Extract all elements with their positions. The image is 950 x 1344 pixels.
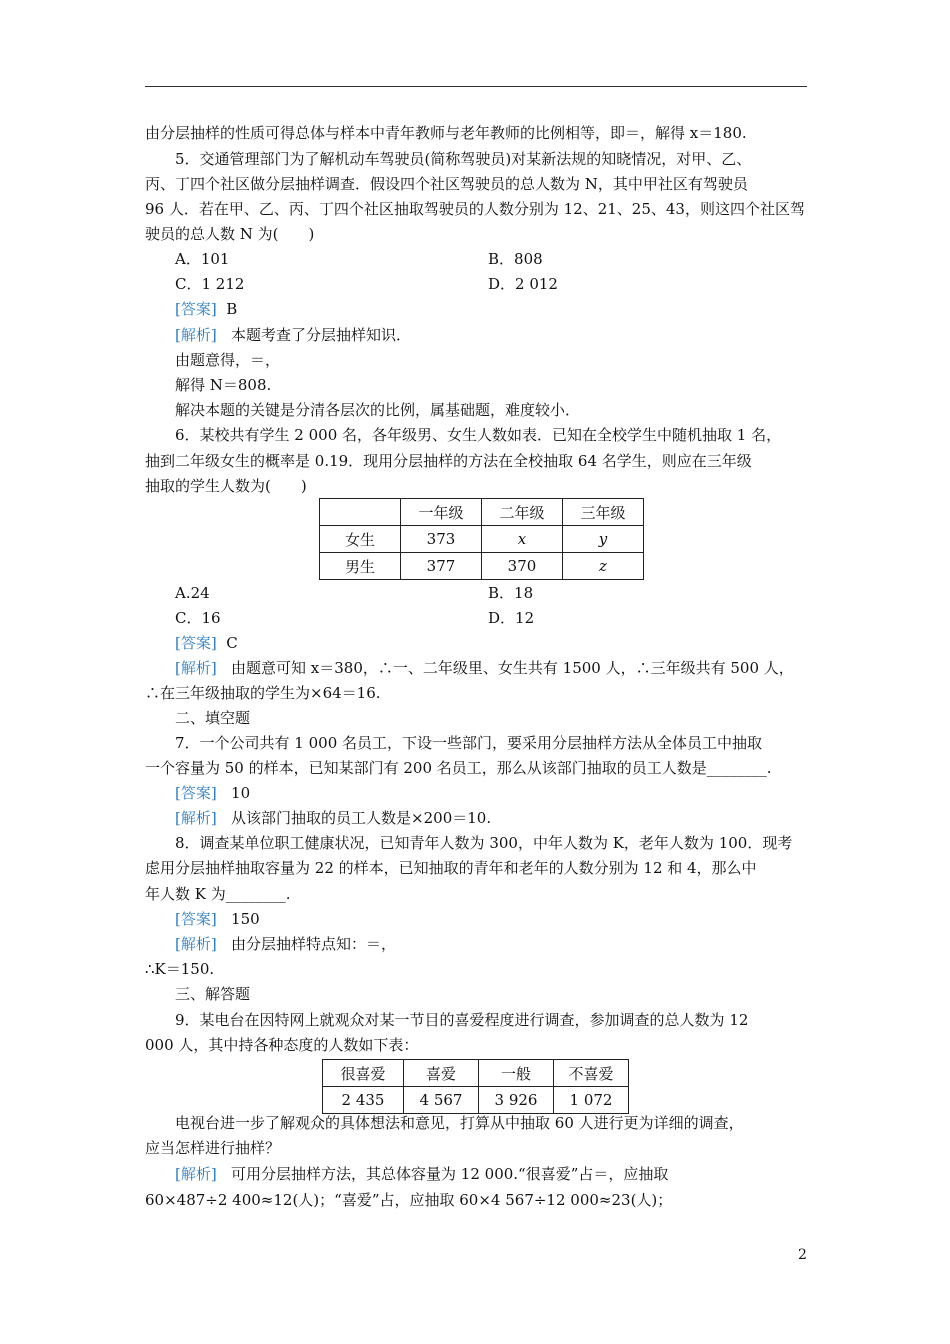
answer-line [175,299,237,319]
text-line: 驶员的总人数 N 为( ) [145,225,315,243]
option-d: D．12 [488,609,535,627]
analysis-text: 由分层抽样特点知：＝， [231,935,397,953]
analysis-line [175,934,396,954]
table-cell: 377 [401,553,482,580]
question-5: 5．交通管理部门为了解机动车驾驶员(简称驾驶员)对某新法规的知晓情况，对甲、乙、 [175,150,752,168]
text-line: 丙、丁四个社区做分层抽样调查．假设四个社区驾驶员的总人数为 N，其中甲社区有驾驶员 [145,175,748,193]
table-cell: 4 567 [404,1087,479,1114]
table-cell: 373 [401,526,482,553]
question-9: 9．某电台在因特网上就观众对某一节目的喜爱程度进行调查，参加调查的总人数为 12 [175,1011,749,1029]
analysis-text: 由题意可知 x＝380，∴一、二年级里、女生共有 1500 人，∴三年级共有 500 人， [231,659,794,677]
table-cell: 1 072 [554,1087,629,1114]
text-line: ∴在三年级抽取的学生为×64＝16. [145,684,381,702]
option-c: C．16 [175,609,221,627]
table-cell: z [563,553,644,580]
question-6: 6．某校共有学生 2 000 名，各年级男、女生人数如表．已知在全校学生中随机抽取 1 名， [175,426,782,444]
answer-line [175,783,250,803]
table-header-cell: 二年级 [482,499,563,526]
text-line: 电视台进一步了解观众的具体想法和意见，打算从中抽取 60 人进行更为详细的调查， [175,1114,744,1132]
question-8: 8．调查某单位职工健康状况，已知青年人数为 300，中年人数为 K，老年人数为 100．现考 [175,834,793,852]
analysis-text: 本题考查了分层抽样知识． [231,326,412,344]
analysis-tag: [解析] [175,326,217,344]
option-b: B．808 [488,250,543,268]
table-cell: 370 [482,553,563,580]
table-cell: 男生 [320,553,401,580]
analysis-tag: [解析] [175,659,217,677]
opinion-table [322,1059,629,1114]
text-line: 解决本题的关键是分清各层次的比例，属基础题，难度较小． [175,401,581,419]
answer-line [175,633,238,653]
analysis-line [175,658,794,678]
option-c: C．1 212 [175,275,245,293]
analysis-tag: [解析] [175,809,217,827]
answer-tag: [答案] [175,910,217,928]
table-header-cell [320,499,401,526]
answer-value: 150 [231,910,260,928]
table-cell: y [563,526,644,553]
text-line: 由题意得，＝， [175,351,281,369]
answer-value: C [226,634,238,652]
table-header-cell: 一年级 [401,499,482,526]
text-line: 应当怎样进行抽样？ [145,1139,281,1157]
question-7: 7．一个公司共有 1 000 名员工，下设一些部门，要采用分层抽样方法从全体员工中抽取 [175,734,763,752]
answer-tag: [答案] [175,634,217,652]
text-line: 由分层抽样的性质可得总体与样本中青年教师与老年教师的比例相等，即＝，解得 x＝180. [145,124,747,142]
answer-value: 10 [231,784,251,802]
analysis-line [175,808,491,828]
table-header-cell: 三年级 [563,499,644,526]
analysis-line [175,1164,668,1184]
text-line: 60×487÷2 400≈12(人)；“喜爱”占，应抽取 60×4 567÷12 000≈23(人)； [145,1191,673,1209]
option-d: D．2 012 [488,275,558,293]
table-header-cell: 喜爱 [404,1060,479,1087]
answer-line [175,909,260,929]
table-cell: 2 435 [323,1087,404,1114]
table-cell: 女生 [320,526,401,553]
answer-value: B [226,300,238,318]
page-number: 2 [798,1247,807,1263]
text-line: 一个容量为 50 的样本，已知某部门有 200 名员工，那么从该部门抽取的员工人数是________. [145,759,772,777]
header-rule [145,86,807,87]
text-line: 抽取的学生人数为( ) [145,477,307,495]
analysis-line [175,325,411,345]
text-line: 96 人．若在甲、乙、丙、丁四个社区抽取驾驶员的人数分别为 12、21、25、43，则这四个社区驾 [145,200,805,218]
answer-tag: [答案] [175,300,217,318]
text-line: 解得 N＝808. [175,376,272,394]
text-line: 抽到二年级女生的概率是 0.19．现用分层抽样的方法在全校抽取 64 名学生，则应在三年级 [145,452,752,470]
text-line: ∴K＝150. [145,960,215,978]
analysis-text: 从该部门抽取的员工人数是×200＝10. [231,809,492,827]
section-heading: 三、解答题 [175,985,251,1003]
text-line: 年人数 K 为________. [145,885,291,903]
text-line: 虑用分层抽样抽取容量为 22 的样本，已知抽取的青年和老年的人数分别为 12 和 4，那么中 [145,859,757,877]
answer-tag: [答案] [175,784,217,802]
text-line: 000 人，其中持各种态度的人数如下表： [145,1036,419,1054]
section-heading: 二、填空题 [175,709,251,727]
grade-table [319,498,644,580]
table-cell: 3 926 [479,1087,554,1114]
analysis-text: 可用分层抽样方法，其总体容量为 12 000.“很喜爱”占＝，应抽取 [231,1165,669,1183]
option-b: B．18 [488,584,534,602]
analysis-tag: [解析] [175,935,217,953]
table-header-cell: 很喜爱 [323,1060,404,1087]
analysis-tag: [解析] [175,1165,217,1183]
option-a: A.24 [175,584,210,602]
option-a: A．101 [175,250,230,268]
table-header-cell: 一般 [479,1060,554,1087]
table-cell: x [482,526,563,553]
table-header-cell: 不喜爱 [554,1060,629,1087]
